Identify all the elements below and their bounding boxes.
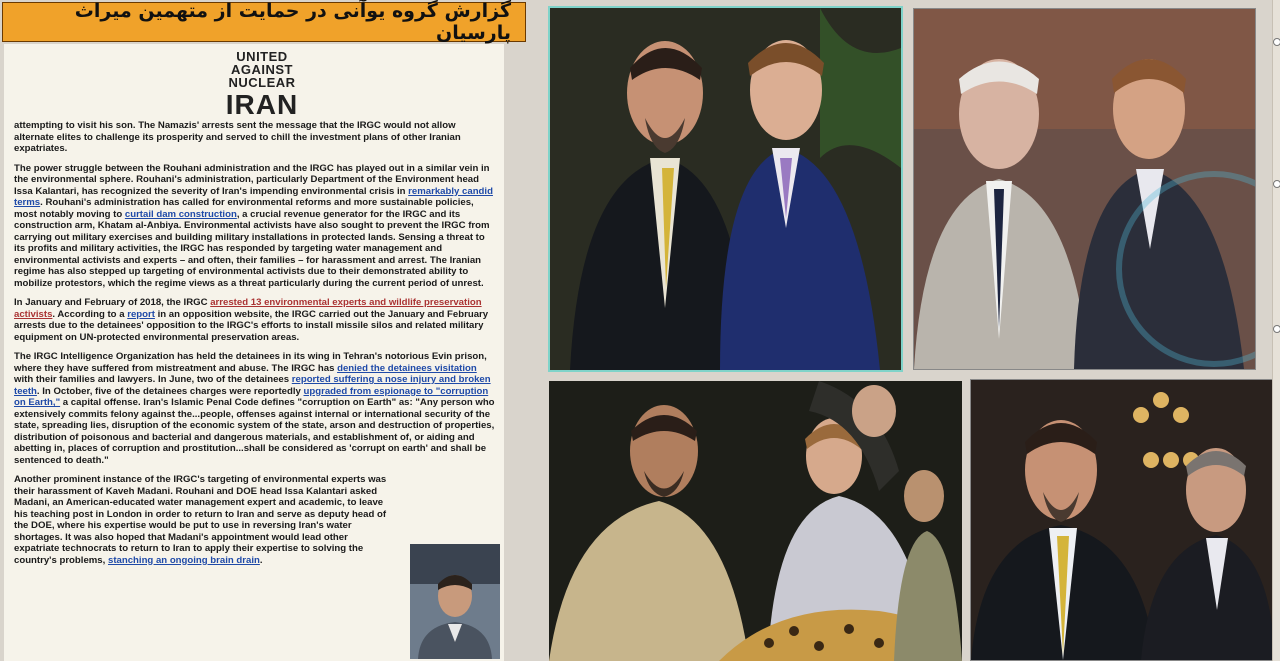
link-report[interactable]: report (127, 308, 155, 320)
link-upgraded-charges[interactable]: upgraded from espionage to "corruption on Earth," (14, 385, 489, 408)
paragraph-5: Another prominent instance of the IRGC's targeting of environmental experts was their harassment of Kaveh Madani. Rouhani and DOE head Issa Kalantari asked Madani, an American-educated water management expert and academic, to leave his teaching post in London in order to return to Iran and serve as deputy head of the DOE, where his expertise would be put to use in reversing Iran's water shortages. It was also hoped that Madani's appointment would lead other expatriate technocrats to return to Iran to apply their expertise to solving the country's problems, stanching an ongoing brain drain. (14, 474, 387, 566)
link-curtail-dam-construction[interactable]: curtail dam construction (124, 208, 237, 220)
link-brain-drain[interactable]: stanching an ongoing brain drain (107, 554, 260, 566)
logo-line2: AGAINST (231, 62, 293, 77)
photo-3-graphic (549, 381, 962, 661)
link-arrested-13-experts[interactable]: arrested 13 environmental experts and wildlife preservation activists (14, 297, 482, 320)
resize-handle-middle[interactable] (1273, 180, 1280, 188)
inset-portrait-photo (410, 544, 500, 659)
photo-group-with-leopard (549, 381, 962, 661)
uani-logo (217, 50, 307, 119)
resize-handle-top[interactable] (1273, 38, 1280, 46)
photo-4-graphic (971, 380, 1275, 660)
document-panel (4, 44, 504, 661)
portrait-graphic (410, 544, 500, 659)
logo-line3: NUCLEAR (228, 75, 296, 90)
right-edge-bar (1272, 0, 1280, 661)
photo-1-graphic (550, 8, 901, 370)
paragraph-4: The IRGC Intelligence Organization has held the detainees in its wing in Tehran's notorious Evin prison, where they have suffered from mistreatment and abuse. The IRGC has denied the detainees visitation with their families and lawyers. In June, two of the detainees reported suffering a nose injury and broken teeth. In October, five of the detainees charges were reportedly upgraded from espionage to "corruption on Earth," a capital offense. Iran's Islamic Penal Code defines "corruption on Earth" as: "Any person who extensively commits felony against the...people, offenses against internal or international security of the state, spreading lies, disruption of the economic system of the state, arson and destruction of properties, distribution of poisonous and bacterial and dangerous materials, and establishment of, or aiding and abetting in, places of corruption and prostitution...shall be considered as 'corrupt on earth' and shall be sentenced to death." (14, 351, 495, 466)
title-banner (2, 2, 526, 42)
photo-two-men-chandelier (970, 379, 1276, 661)
link-nose-injury[interactable]: reported suffering a nose injury and broken teeth (14, 374, 491, 397)
paragraph-3: In January and February of 2018, the IRGC arrested 13 environmental experts and wildlife preservation activists. According to a report in an opposition website, the IRGC carried out the January and February arrests due to the detainees' opposition to the IRGC's efforts to install missile silos and related military equipment on UN-protected environmental preservation areas. (14, 297, 489, 343)
photo-elder-and-man (913, 8, 1256, 370)
paragraph-2: The power struggle between the Rouhani administration and the IRGC has played out in a similar vein in the environmental sphere. Rouhani's administration, particularly Department of the Environment head Issa Kalantari, has recognized the severity of Iran's impending environmental crisis in remarkably candid terms. Rouhani's administration has called for environmental reforms and more sustainable policies, most notably moving to curtail dam construction, a crucial revenue generator for the IRGC and its construction arm, Khatam al-Anbiya. Environmental activists have also sought to prevent the IRGC from carrying out military exercises and building military installations in protected lands. Sensing a threat to its profits and military activities, the IRGC has responded by targeting water management and environmental activists and experts – and often, their families – for harassment and arrest. The Iranian regime has also stepped up targeting of environmental activists due to their demonstrated ability to mobilize protestors, which the regime views as a threat particularly during the current period of unrest. (14, 162, 493, 289)
paragraph-1: attempting to visit his son. The Namazis' arrests sent the message that the IRGC would not allow alternate elites to challenge its prosperity and served to chill the investment plans of other Iranian expatriates. (14, 120, 461, 154)
resize-handle-bottom[interactable] (1273, 325, 1280, 333)
link-denied-visitation[interactable]: denied the detainees visitation (337, 362, 477, 374)
logo-line4: IRAN (225, 89, 299, 120)
document-body (14, 120, 496, 574)
photo-2-graphic (914, 9, 1255, 369)
logo-line1: UNITED (236, 49, 288, 64)
banner-title: گزارش گروه یوآنی در حمایت از متهمین میراث پارسیان (74, 0, 511, 44)
photo-two-men-formal (548, 6, 903, 372)
link-remarkably-candid-terms[interactable]: remarkably candid terms (14, 185, 493, 208)
